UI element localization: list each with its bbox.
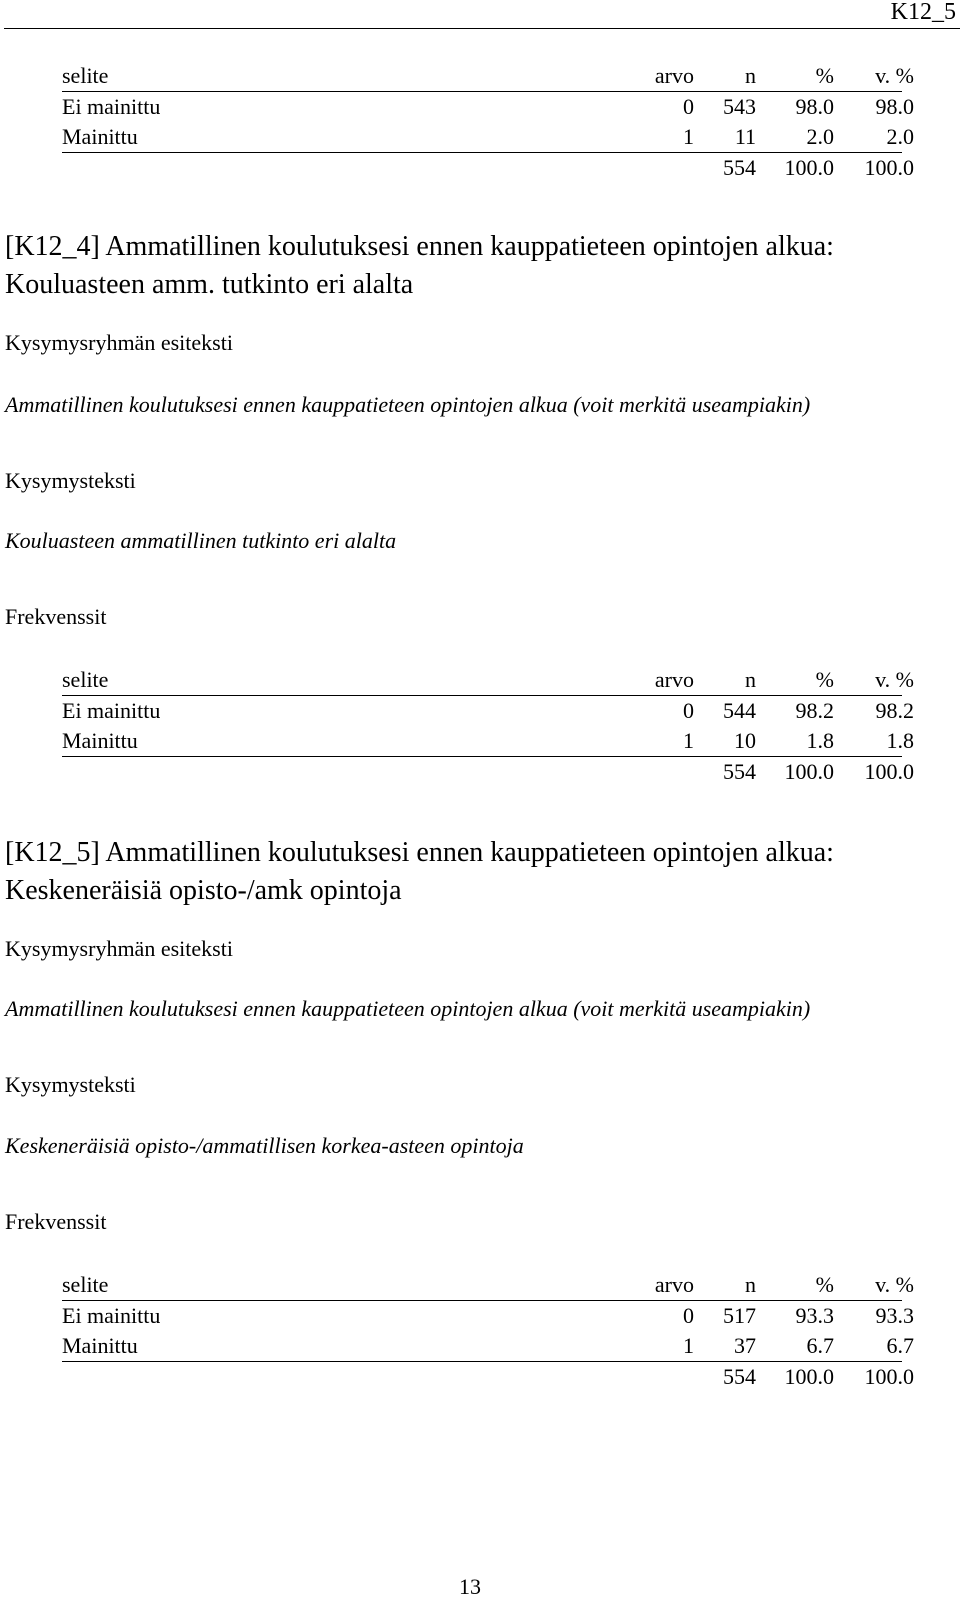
title-line-1: [K12_5] Ammatillinen koulutuksesi ennen kauppatieteen opintojen alkua: [5, 837, 834, 868]
cell-n: 10 [734, 728, 756, 753]
table-header-row [62, 61, 914, 92]
cell-pct: 6.7 [806, 1333, 834, 1358]
question-label: Kysymysteksti [5, 1072, 136, 1097]
cell-vpct: 1.8 [886, 728, 914, 753]
total-pct: 100.0 [784, 155, 834, 180]
table-header-row [62, 665, 914, 696]
cell-vpct: 93.3 [875, 1303, 914, 1328]
cell-vpct: 98.2 [875, 698, 914, 723]
frequency-label: Frekvenssit [5, 604, 107, 629]
col-arvo: arvo [654, 63, 694, 88]
cell-arvo: 1 [683, 728, 694, 753]
table-total-row [62, 757, 914, 787]
total-pct: 100.0 [784, 1364, 834, 1389]
cell-selite: Mainittu [62, 1333, 138, 1358]
table-total-row [62, 1362, 914, 1392]
cell-selite: Ei mainittu [62, 698, 161, 723]
cell-vpct: 2.0 [886, 124, 914, 149]
cell-vpct: 6.7 [886, 1333, 914, 1358]
total-pct: 100.0 [784, 759, 834, 784]
cell-n: 517 [723, 1303, 756, 1328]
cell-n: 544 [723, 698, 756, 723]
col-vpct: v. % [875, 1272, 914, 1297]
table-header-row [62, 1270, 914, 1301]
col-pct: % [815, 63, 834, 88]
table-row [62, 1301, 914, 1331]
title-line-1: [K12_4] Ammatillinen koulutuksesi ennen kauppatieteen opintojen alkua: [5, 231, 834, 262]
group-label: Kysymysryhmän esiteksti [5, 330, 233, 355]
col-pct: % [815, 1272, 834, 1297]
group-text: Ammatillinen koulutuksesi ennen kauppatieteen opintojen alkua (voit merkitä useampiakin) [5, 996, 811, 1021]
frequency-label: Frekvenssit [5, 1209, 107, 1234]
title-line-2: Keskeneräisiä opisto-/amk opintoja [5, 875, 402, 906]
table-row [62, 1331, 914, 1362]
total-n: 554 [723, 155, 756, 180]
cell-n: 543 [723, 94, 756, 119]
table-row [62, 92, 914, 122]
table-total-row [62, 153, 914, 183]
total-vpct: 100.0 [864, 155, 914, 180]
title-line-2: Kouluasteen amm. tutkinto eri alalta [5, 269, 414, 300]
frequency-table-1 [62, 61, 914, 183]
cell-pct: 2.0 [806, 124, 834, 149]
cell-n: 11 [734, 124, 756, 149]
table-row [62, 122, 914, 153]
col-n: n [745, 63, 756, 88]
col-selite: selite [62, 667, 109, 692]
header-rule [4, 28, 960, 29]
col-selite: selite [62, 63, 109, 88]
frequency-table-k12-4 [62, 665, 914, 787]
col-vpct: v. % [875, 63, 914, 88]
cell-pct: 98.0 [795, 94, 834, 119]
cell-selite: Mainittu [62, 124, 138, 149]
cell-selite: Ei mainittu [62, 1303, 161, 1328]
cell-arvo: 0 [683, 94, 694, 119]
cell-pct: 93.3 [795, 1303, 834, 1328]
cell-arvo: 1 [683, 124, 694, 149]
col-arvo: arvo [654, 667, 694, 692]
cell-vpct: 98.0 [875, 94, 914, 119]
group-label: Kysymysryhmän esiteksti [5, 936, 233, 961]
cell-pct: 1.8 [806, 728, 834, 753]
total-vpct: 100.0 [864, 759, 914, 784]
section-title-k12-4 [5, 228, 945, 304]
col-vpct: v. % [875, 667, 914, 692]
col-pct: % [815, 667, 834, 692]
page-number: 13 [459, 1574, 481, 1599]
cell-arvo: 0 [683, 1303, 694, 1328]
group-text: Ammatillinen koulutuksesi ennen kauppatieteen opintojen alkua (voit merkitä useampiakin) [5, 392, 811, 417]
total-n: 554 [723, 759, 756, 784]
cell-arvo: 0 [683, 698, 694, 723]
cell-pct: 98.2 [795, 698, 834, 723]
cell-selite: Ei mainittu [62, 94, 161, 119]
table-row [62, 696, 914, 726]
total-n: 554 [723, 1364, 756, 1389]
col-n: n [745, 667, 756, 692]
cell-n: 37 [734, 1333, 756, 1358]
frequency-table-k12-5 [62, 1270, 914, 1392]
section-title-k12-5 [5, 834, 945, 910]
col-arvo: arvo [654, 1272, 694, 1297]
running-head-tag: K12_5 [890, 0, 956, 25]
table-row [62, 726, 914, 757]
col-n: n [745, 1272, 756, 1297]
cell-selite: Mainittu [62, 728, 138, 753]
question-label: Kysymysteksti [5, 468, 136, 493]
cell-arvo: 1 [683, 1333, 694, 1358]
running-head [0, 0, 960, 30]
question-text: Keskeneräisiä opisto-/ammatillisen korkea-asteen opintoja [5, 1133, 524, 1158]
total-vpct: 100.0 [864, 1364, 914, 1389]
question-text: Kouluasteen ammatillinen tutkinto eri alalta [5, 528, 397, 553]
col-selite: selite [62, 1272, 109, 1297]
